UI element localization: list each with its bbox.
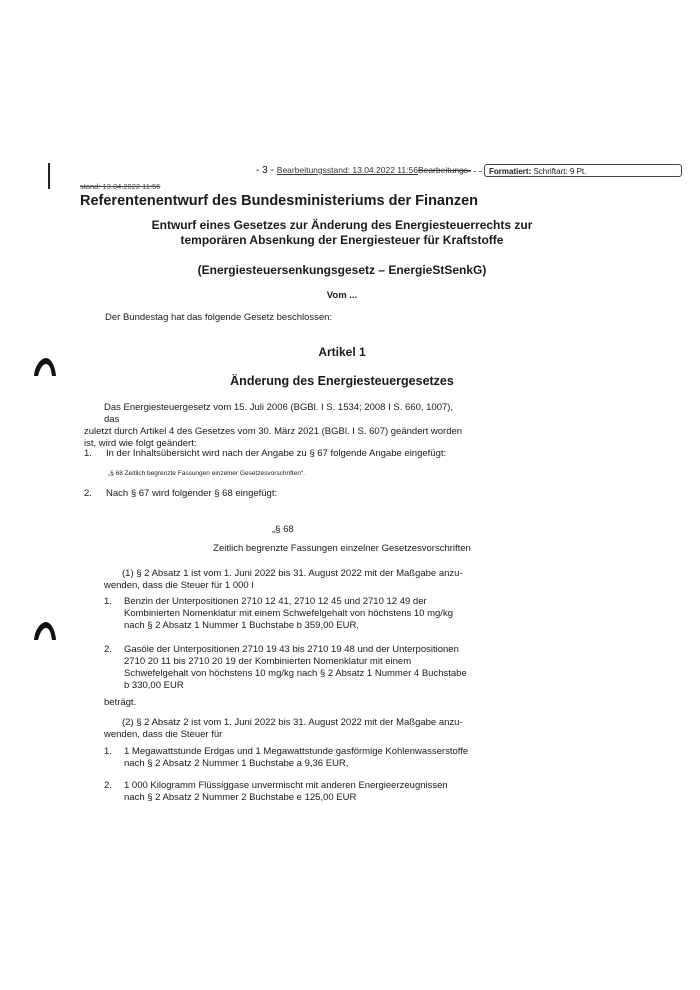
subtitle-line-1: Entwurf eines Gesetzes zur Änderung des Energiesteuerrechts zur bbox=[151, 218, 533, 232]
article-intro-line-3: ist, wird wie folgt geändert: bbox=[84, 438, 197, 449]
item-number: 1. bbox=[84, 448, 92, 459]
punch-hole-mark-icon bbox=[32, 354, 58, 380]
item-number: 2. bbox=[104, 780, 112, 791]
list-item bbox=[104, 780, 474, 808]
paragraph-2 bbox=[104, 717, 468, 741]
deleted-stand: stand: 13.04.2022 11:56 bbox=[80, 182, 161, 191]
deleted-status: Bearbeitungs- bbox=[417, 165, 471, 175]
page-number: - 3 - bbox=[256, 165, 274, 176]
article-intro bbox=[84, 402, 464, 450]
change-bar bbox=[48, 163, 50, 189]
comment-leader-line bbox=[462, 171, 482, 172]
comment-label: Formatiert: bbox=[489, 167, 532, 176]
paragraph-2-line-2: wenden, dass die Steuer für bbox=[104, 729, 223, 740]
paragraph-1-line-1: (1) § 2 Absatz 1 ist vom 1. Juni 2022 bis 31. August 2022 mit der Maßgabe anzu- bbox=[122, 568, 463, 579]
betraegt-text: beträgt. bbox=[104, 697, 137, 708]
paragraph-2-line-1: (2) § 2 Absatz 2 ist vom 1. Juni 2022 bis 31. August 2022 mit der Maßgabe anzu- bbox=[122, 717, 463, 728]
format-comment-balloon[interactable] bbox=[484, 164, 682, 177]
list-item bbox=[84, 448, 446, 459]
item-number: 2. bbox=[104, 644, 112, 655]
comment-text: Schriftart: 9 Pt. bbox=[533, 167, 587, 176]
section-68-title: Zeitlich begrenzte Fassungen einzelner Gesetzesvorschriften bbox=[213, 543, 471, 554]
item-text: Benzin der Unterpositionen 2710 12 41, 2710 12 45 und 2710 12 49 der Kombinierten Nomenklatur mit einem Schwefelgehalt von höchstens 10 mg/kg nach § 2 Absatz 1 Nummer 1 Buchstabe b 359,00 EUR, bbox=[124, 596, 453, 631]
item-text: Nach § 67 wird folgender § 68 eingefügt: bbox=[106, 488, 278, 499]
article-title: Änderung des Energiesteuergesetzes bbox=[230, 374, 454, 388]
item-text: 1 Megawattstunde Erdgas und 1 Megawattstunde gasförmige Kohlenwasserstoffe nach § 2 Absatz 2 Nummer 1 Buchstabe a 9,36 EUR, bbox=[124, 746, 469, 769]
vom-line: Vom ... bbox=[326, 290, 358, 301]
article-intro-line-1: Das Energiesteuergesetz vom 15. Juli 2006 (BGBl. I S. 1534; 2008 I S. 660, 1007), das bbox=[104, 402, 454, 425]
item-text: In der Inhaltsübersicht wird nach der Angabe zu § 67 folgende Angabe eingefügt: bbox=[106, 448, 447, 459]
short-title: (Energiesteuersenkungsgesetz – EnergieStSenkG) bbox=[197, 263, 487, 277]
punch-hole-mark-icon bbox=[32, 618, 58, 644]
item-number: 1. bbox=[104, 596, 112, 607]
list-item bbox=[84, 488, 277, 499]
enactment-clause: Der Bundestag hat das folgende Gesetz beschlossen: bbox=[105, 312, 333, 323]
document-title: Referentenentwurf des Bundesministeriums der Finanzen bbox=[80, 193, 479, 209]
list-item bbox=[104, 644, 474, 692]
article-intro-line-2: zuletzt durch Artikel 4 des Gesetzes vom 30. März 2021 (BGBl. I S. 607) geändert worden bbox=[84, 426, 463, 437]
item-number: 1. bbox=[104, 746, 112, 757]
page-header bbox=[256, 165, 471, 176]
item-text: 1 000 Kilogramm Flüssiggase unvermischt mit anderen Energieerzeugnissen nach § 2 Absatz 2 Nummer 2 Buchstabe e 125,00 EUR bbox=[124, 780, 448, 803]
item-text: Gasöle der Unterpositionen 2710 19 43 bis 2710 19 48 und der Unterpositionen 2710 20 11 bis 2710 20 19 der Kombinierten Nomenklatur mit einem Schwefelgehalt von höchstens 10 mg/kg nach § 2 Absatz 1 Nummer 4 Buchstabe b 330,00 EUR bbox=[124, 644, 467, 691]
list-item bbox=[104, 746, 474, 774]
inserted-status: Bearbeitungsstand: 13.04.2022 11:56 bbox=[276, 165, 418, 175]
paragraph-1-line-2: wenden, dass die Steuer für 1 000 l bbox=[104, 580, 254, 591]
section-68-heading: „§ 68 bbox=[272, 524, 294, 535]
item-number: 2. bbox=[84, 488, 92, 499]
subtitle-line-2: temporären Absenkung der Energiesteuer für Kraftstoffe bbox=[180, 233, 504, 247]
inserted-toc-entry: „§ 68 Zeitlich begrenzte Fassungen einzelner Gesetzesvorschriften“. bbox=[108, 470, 305, 477]
document-subtitle bbox=[80, 218, 604, 248]
list-item bbox=[104, 596, 474, 636]
article-number: Artikel 1 bbox=[318, 345, 366, 359]
paragraph-1 bbox=[104, 568, 468, 592]
